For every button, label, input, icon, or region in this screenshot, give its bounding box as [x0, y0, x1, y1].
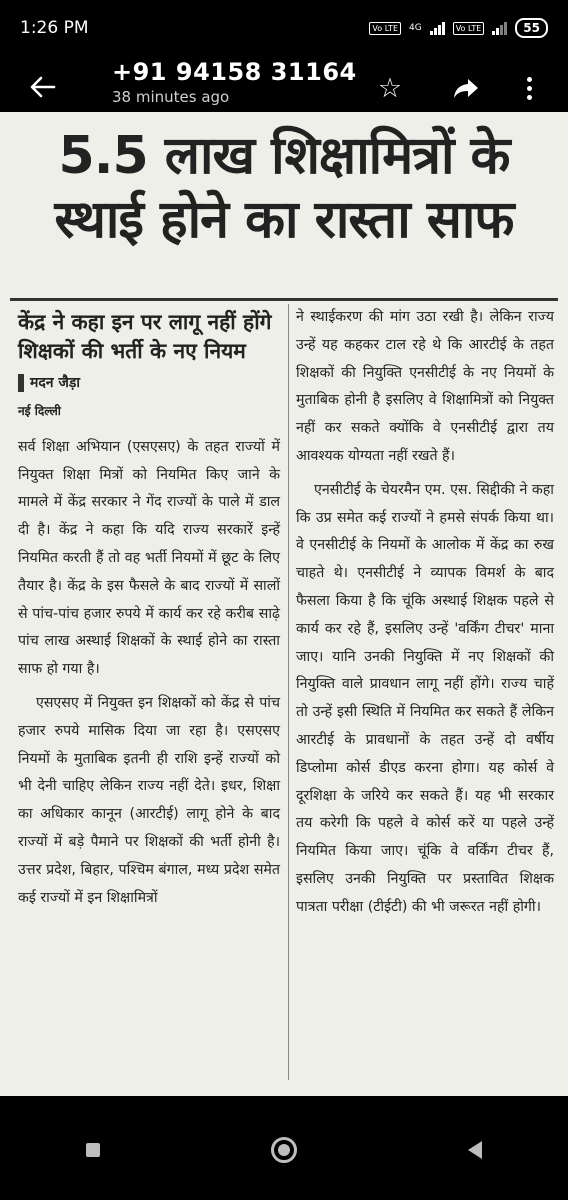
- article-paragraph: सर्व शिक्षा अभियान (एसएसए) के तहत राज्यों में नियुक्त शिक्षा मित्रों को नियमित किए जाने के मामले में केंद्र सरकार ने गेंद राज्यों के पाले में डाल दी है। केंद्र ने कहा कि यदि राज्य सरकारें इन्हें नियमित करती हैं तो वह भर्ती नियमों में छूट के लिए तैयार है। केंद्र के इस फैसले के बाद राज्यों में सालों से पांच-पांच हजार रुपये में कार्य कर रहे करीब साढ़े पांच लाख अस्थाई शिक्षकों के स्थाई होने का रास्ता साफ हो गया है।: [18, 438, 280, 678]
- navigation-bar: [0, 1100, 568, 1200]
- message-time: 38 minutes ago: [112, 88, 230, 106]
- volte-icon: Vo LTE: [369, 22, 401, 35]
- article-deck: केंद्र ने कहा इन पर लागू नहीं होंगे शिक्षकों की भर्ती के नए नियम: [18, 310, 272, 363]
- back-arrow-icon[interactable]: [26, 70, 60, 104]
- article-paragraph: ने स्थाईकरण की मांग उठा रखी है। लेकिन राज्य उन्हें यह कहकर टाल रहे थे कि आरटीई के तहत शिक्षकों की नियुक्ति एनसीटीई के नए नियमों के मुताबिक होनी है इसलिए वे शिक्षामित्रों को नियुक्त नहीं कर सकते क्योंकि वे एनसीटीई द्वारा तय आवश्यक योग्यता नहीं रखते हैं।: [296, 309, 554, 464]
- star-icon[interactable]: ☆: [377, 72, 403, 104]
- status-icons: [369, 18, 548, 38]
- app-bar: [0, 56, 568, 120]
- home-icon[interactable]: [271, 1137, 297, 1163]
- article-paragraph: एसएसए में नियुक्त इन शिक्षकों को केंद्र से पांच हजार रुपये मासिक दिया जा रहा है। एसएसए नियमों के मुताबिक इतनी ही राशि इन्हें राज्यों को भी देनी चाहिए लेकिन राज्य नहीं देते। इधर, शिक्षा का अधिकार कानून (आरटीई) लागू होने के बाद राज्यों में बड़े पैमाने पर शिक्षकों की भर्ती होनी है। उत्तर प्रदेश, बिहार, पश्चिम बंगाल, मध्य प्रदेश समेत कई राज्यों में इन शिक्षामित्रों: [18, 694, 280, 906]
- contact-title: +91 94158 31164: [112, 58, 357, 86]
- back-icon[interactable]: [468, 1141, 482, 1159]
- article-headline: 5.5 लाख शिक्षामित्रों के स्थाई होने का रास्ता साफ: [54, 126, 514, 250]
- network-type: 4G: [409, 23, 422, 33]
- signal-icon-2: [492, 21, 507, 35]
- more-vert-icon[interactable]: [514, 70, 544, 106]
- volte-icon-2: Vo LTE: [453, 22, 485, 35]
- article-dateline: नई दिल्ली: [18, 404, 61, 418]
- recent-apps-icon[interactable]: [86, 1143, 100, 1157]
- article-column-right: [296, 304, 554, 922]
- battery-icon: 55: [515, 18, 548, 38]
- share-icon[interactable]: [448, 70, 484, 106]
- headline-rule: [10, 298, 558, 301]
- newspaper-image[interactable]: [0, 112, 568, 1096]
- status-bar: [0, 0, 568, 56]
- article-paragraph: एनसीटीई के चेयरमैन एम. एस. सिद्दीकी ने कहा कि उप्र समेत कई राज्यों ने हमसे संपर्क किया था। वे एनसीटीई के नियमों के आलोक में केंद्र का रुख चाहते थे। एनसीटीई ने व्यापक विमर्श के बाद फैसला किया है कि चूंकि अस्थाई शिक्षक पहले से कार्य कर रहे हैं, इसलिए उन्हें 'वर्किंग टीचर' माना जाए। यानि उनकी नियुक्ति में नए शिक्षकों की नियुक्ति वाले प्रावधान लागू नहीं होंगे। राज्य चाहें तो उन्हें इसी स्थिति में नियमित कर सकते हैं लेकिन आरटीई के प्रावधानों के तहत उन्हें दो वर्षीय डिप्लोमा कोर्स डीएड करना होगा। यह कोर्स वे दूरशिक्षा के जरिये कर सकते हैं। यह भी सरकार तय करेगी कि पहले वे कोर्स करें या पहले उन्हें नियमित किया जाए। चूंकि वे वर्किंग टीचर हैं, इसलिए उनकी नियुक्ति पर प्रस्तावित शिक्षक पात्रता परीक्षा (टीईटी) की भी जरूरत नहीं होगी।: [296, 481, 554, 915]
- contact-header[interactable]: [112, 58, 357, 106]
- article-byline: मदन जैड़ा: [18, 374, 280, 392]
- status-time: 1:26 PM: [20, 18, 89, 38]
- column-divider: [288, 304, 289, 1080]
- signal-icon: [430, 21, 445, 35]
- article-column-left: [18, 304, 280, 912]
